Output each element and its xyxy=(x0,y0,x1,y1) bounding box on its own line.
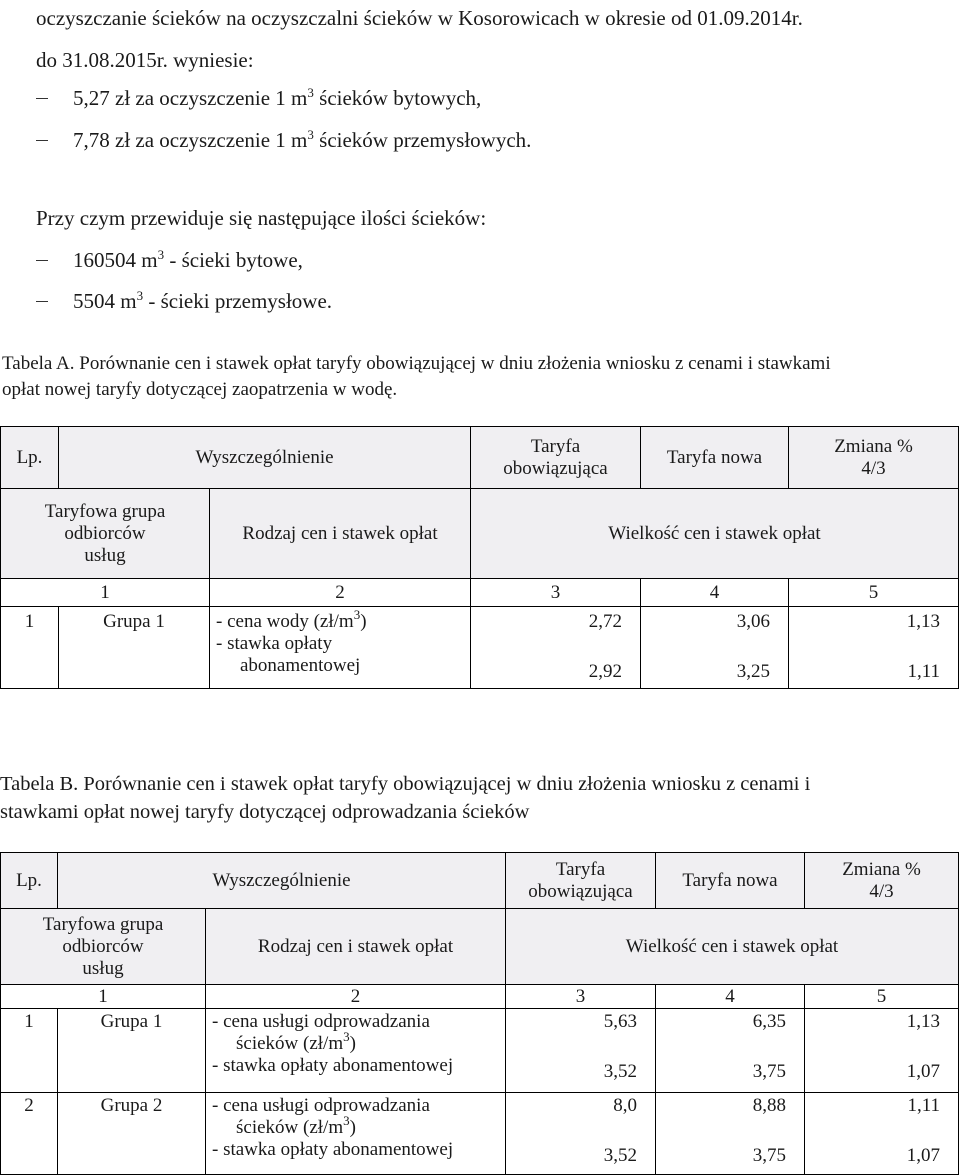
row-lp: 1 xyxy=(1,1009,58,1093)
intro-line-1: oczyszczanie ścieków na oczyszczalni ścieków w Kosorowicach w okresie od 01.09.2014r. xyxy=(36,6,803,30)
row-grupa: Grupa 1 xyxy=(58,1009,206,1093)
dash-bullet xyxy=(36,140,48,141)
dash-bullet xyxy=(36,98,48,99)
row-zmiana: 1,11 1,07 xyxy=(805,1093,959,1175)
header-wielkosc-cen: Wielkość cen i stawek opłat xyxy=(471,489,959,579)
header-wyszczegolnienie: Wyszczególnienie xyxy=(59,427,471,489)
header-wielkosc-cen: Wielkość cen i stawek opłat xyxy=(506,909,959,985)
header-lp: Lp. xyxy=(1,853,58,909)
table-row xyxy=(1,607,959,689)
table-row xyxy=(1,1009,959,1093)
rate-item-2: 7,78 zł za oczyszczenie 1 $m^3$ ścieków przemysłowych. xyxy=(73,127,532,152)
column-number: 2 xyxy=(210,579,471,607)
header-zmiana: Zmiana % 4/3 xyxy=(789,427,959,489)
column-number: 5 xyxy=(805,985,959,1009)
column-number: 3 xyxy=(471,579,641,607)
header-taryfa-nowa: Taryfa nowa xyxy=(656,853,805,909)
row-taryfa-nowa: 3,06 3,25 xyxy=(641,607,789,689)
row-taryfa-obowiazujaca: 5,63 3,52 xyxy=(506,1009,656,1093)
column-number: 4 xyxy=(656,985,805,1009)
dash-bullet xyxy=(36,260,48,261)
column-number: 5 xyxy=(789,579,959,607)
table-b-caption-line-2: stawkami opłat nowej taryfy dotyczącej odprowadzania ścieków xyxy=(0,801,530,823)
table-a-caption-line-1: Tabela A. Porównanie cen i stawek opłat taryfy obowiązującej w dniu złożenia wniosku z cenami i stawkami xyxy=(2,353,831,374)
row-lp: 1 xyxy=(1,607,59,689)
row-zmiana: 1,13 1,07 xyxy=(805,1009,959,1093)
quantities-intro: Przy czym przewiduje się następujące ilości ścieków: xyxy=(36,206,487,230)
row-taryfa-nowa: 6,35 3,75 xyxy=(656,1009,805,1093)
intro-line-2: do 31.08.2015r. wyniesie: xyxy=(36,48,254,72)
table-row xyxy=(1,1093,959,1175)
column-number: 4 xyxy=(641,579,789,607)
row-taryfa-obowiazujaca: 8,0 3,52 xyxy=(506,1093,656,1175)
row-taryfa-obowiazujaca: 2,72 2,92 xyxy=(471,607,641,689)
table-a-caption-line-2: opłat nowej taryfy dotyczącej zaopatrzenia w wodę. xyxy=(2,379,398,400)
row-grupa: Grupa 1 xyxy=(59,607,210,689)
header-taryfa-nowa: Taryfa nowa xyxy=(641,427,789,489)
row-description: - cena wody $(zł/m^3)$ - stawka opłaty abonamentowej xyxy=(210,607,471,689)
header-rodzaj-cen: Rodzaj cen i stawek opłat xyxy=(206,909,506,985)
rate-item-1: 5,27 zł za oczyszczenie 1 $m^3$ ścieków bytowych, xyxy=(73,85,482,110)
header-zmiana: Zmiana % 4/3 xyxy=(805,853,959,909)
column-number: 1 xyxy=(1,579,210,607)
table-a xyxy=(0,426,959,689)
row-zmiana: 1,13 1,11 xyxy=(789,607,959,689)
row-taryfa-nowa: 8,88 3,75 xyxy=(656,1093,805,1175)
table-b-caption-line-1: Tabela B. Porównanie cen i stawek opłat taryfy obowiązującej w dniu złożenia wniosku z cenami i xyxy=(0,773,811,795)
column-number: 2 xyxy=(206,985,506,1009)
header-lp: Lp. xyxy=(1,427,59,489)
header-rodzaj-cen: Rodzaj cen i stawek opłat xyxy=(210,489,471,579)
quantity-item-1: 160504 $m^3$ - ścieki bytowe, xyxy=(73,247,303,272)
header-taryfa-obowiazujaca: Taryfa obowiązująca xyxy=(506,853,656,909)
dash-bullet xyxy=(36,301,48,302)
quantity-item-2: 5504 $m^3$ - ścieki przemysłowe. xyxy=(73,288,333,313)
header-wyszczegolnienie: Wyszczególnienie xyxy=(58,853,506,909)
row-description: - cena usługi odprowadzania ścieków $(zł/m^3)$ - stawka opłaty abonamentowej xyxy=(206,1009,506,1093)
column-number: 1 xyxy=(1,985,206,1009)
table-b xyxy=(0,852,959,1175)
column-number: 3 xyxy=(506,985,656,1009)
header-grupa-odbiorcow: Taryfowa grupa odbiorców usług xyxy=(1,489,210,579)
header-grupa-odbiorcow: Taryfowa grupa odbiorców usług xyxy=(1,909,206,985)
row-grupa: Grupa 2 xyxy=(58,1093,206,1175)
row-description: - cena usługi odprowadzania ścieków $(zł/m^3)$ - stawka opłaty abonamentowej xyxy=(206,1093,506,1175)
row-lp: 2 xyxy=(1,1093,58,1175)
header-taryfa-obowiazujaca: Taryfa obowiązująca xyxy=(471,427,641,489)
